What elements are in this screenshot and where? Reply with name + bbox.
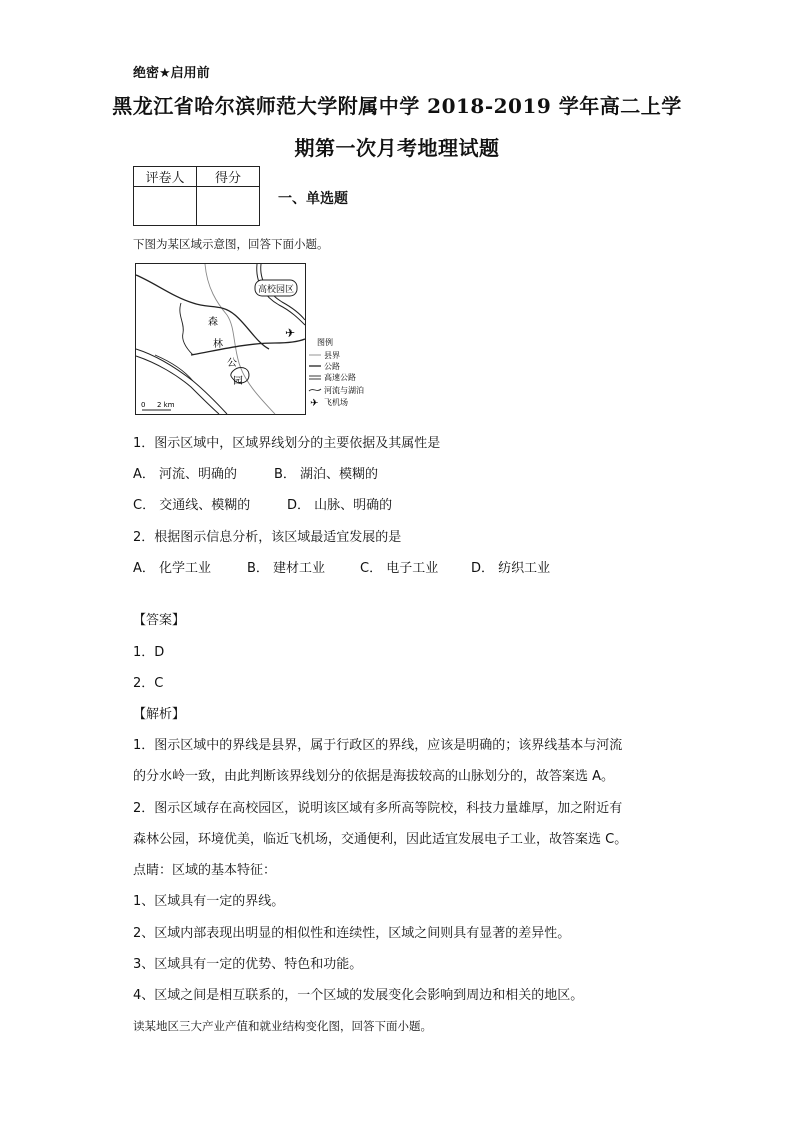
analysis-line-4: 森林公园，环境优美，临近飞机场，交通便利，因此适宜发展电子工业，故答案选 C。 xyxy=(133,832,628,847)
scale-unit: 2 km xyxy=(157,401,175,409)
scale-zero: 0 xyxy=(141,401,146,409)
analysis-line-2: 的分水岭一致，由此判断该界线划分的依据是海拔较高的山脉划分的，故答案选 A。 xyxy=(133,769,615,784)
legend-road: 公路 xyxy=(324,362,340,371)
section-title: 一、单选题 xyxy=(278,191,348,207)
score-table xyxy=(133,166,260,226)
question-2-options xyxy=(133,557,550,576)
analysis-label: 【解析】 xyxy=(133,707,186,722)
analysis-line-3: 2．图示区域存在高校园区，说明该区域有多所高等院校，科技力量雄厚，加之附近有 xyxy=(133,801,623,816)
analysis-line-1: 1．图示区域中的界线是县界，属于行政区的界线，应该是明确的；该界线基本与河流 xyxy=(133,738,623,753)
q2-option-b[interactable]: B． 建材工业 xyxy=(247,561,326,576)
park-char-3: 公 xyxy=(227,358,237,369)
score-table-grader-cell[interactable] xyxy=(134,187,197,226)
secret-mark: 绝密★启用前 xyxy=(133,66,210,81)
q1-option-a[interactable]: A． 河流、明确的 xyxy=(133,467,238,482)
question-intro-2: 读某地区三大产业产值和就业结构变化图，回答下面小题。 xyxy=(133,1019,432,1033)
legend-airplane-icon: ✈ xyxy=(310,398,319,409)
legend-river-swatch xyxy=(309,389,321,391)
legend-county: 县界 xyxy=(324,351,340,360)
answer-2: 2．C xyxy=(133,676,164,691)
question-intro-1: 下图为某区域示意图，回答下面小题。 xyxy=(133,237,329,251)
park-char-1: 森 xyxy=(208,317,218,328)
q2-option-d[interactable]: D． 纺织工业 xyxy=(471,561,551,576)
q2-option-a[interactable]: A． 化学工业 xyxy=(133,561,212,576)
campus-label: 高校园区 xyxy=(257,285,295,295)
page-title-line2: 期第一次月考地理试题 xyxy=(294,136,500,160)
tip-4: 4、区域之间是相互联系的，一个区域的发展变化会影响到周边和相关的地区。 xyxy=(133,988,584,1003)
legend-river: 河流与湖泊 xyxy=(324,386,364,395)
q1-option-c[interactable]: C． 交通线、模糊的 xyxy=(133,498,251,513)
question-1-stem: 1．图示区域中，区域界线划分的主要依据及其属性是 xyxy=(133,436,441,451)
q1-option-d[interactable]: D． 山脉、明确的 xyxy=(287,498,393,513)
q1-option-b[interactable]: B． 湖泊、模糊的 xyxy=(274,467,379,482)
page-title-line1: 黑龙江省哈尔滨师范大学附属中学 2018-2019 学年高二上学 xyxy=(112,94,682,118)
tip-label: 点睛：区域的基本特征： xyxy=(133,863,277,878)
tip-1: 1、区域具有一定的界线。 xyxy=(133,894,285,909)
park-char-4: 园 xyxy=(233,376,243,387)
answer-label: 【答案】 xyxy=(133,613,186,628)
legend-title: 图例 xyxy=(317,338,333,347)
airplane-icon: ✈ xyxy=(285,326,296,340)
score-table-grader-header: 评卷人 xyxy=(134,167,197,187)
question-1-options-row2 xyxy=(133,494,392,513)
answer-1: 1．D xyxy=(133,645,165,660)
park-char-2: 林 xyxy=(213,339,223,350)
legend-airport: 飞机场 xyxy=(324,398,348,407)
question-1-options-row1 xyxy=(133,463,378,482)
score-table-score-cell[interactable] xyxy=(197,187,260,226)
question-2-stem: 2．根据图示信息分析，该区域最适宜发展的是 xyxy=(133,530,402,545)
q2-option-c[interactable]: C． 电子工业 xyxy=(360,561,439,576)
tip-3: 3、区域具有一定的优势、特色和功能。 xyxy=(133,957,363,972)
legend-expressway: 高速公路 xyxy=(324,373,356,382)
region-map-figure xyxy=(135,263,385,415)
score-table-score-header: 得分 xyxy=(197,167,260,187)
tip-2: 2、区域内部表现出明显的相似性和连续性，区域之间则具有显著的差异性。 xyxy=(133,926,571,941)
